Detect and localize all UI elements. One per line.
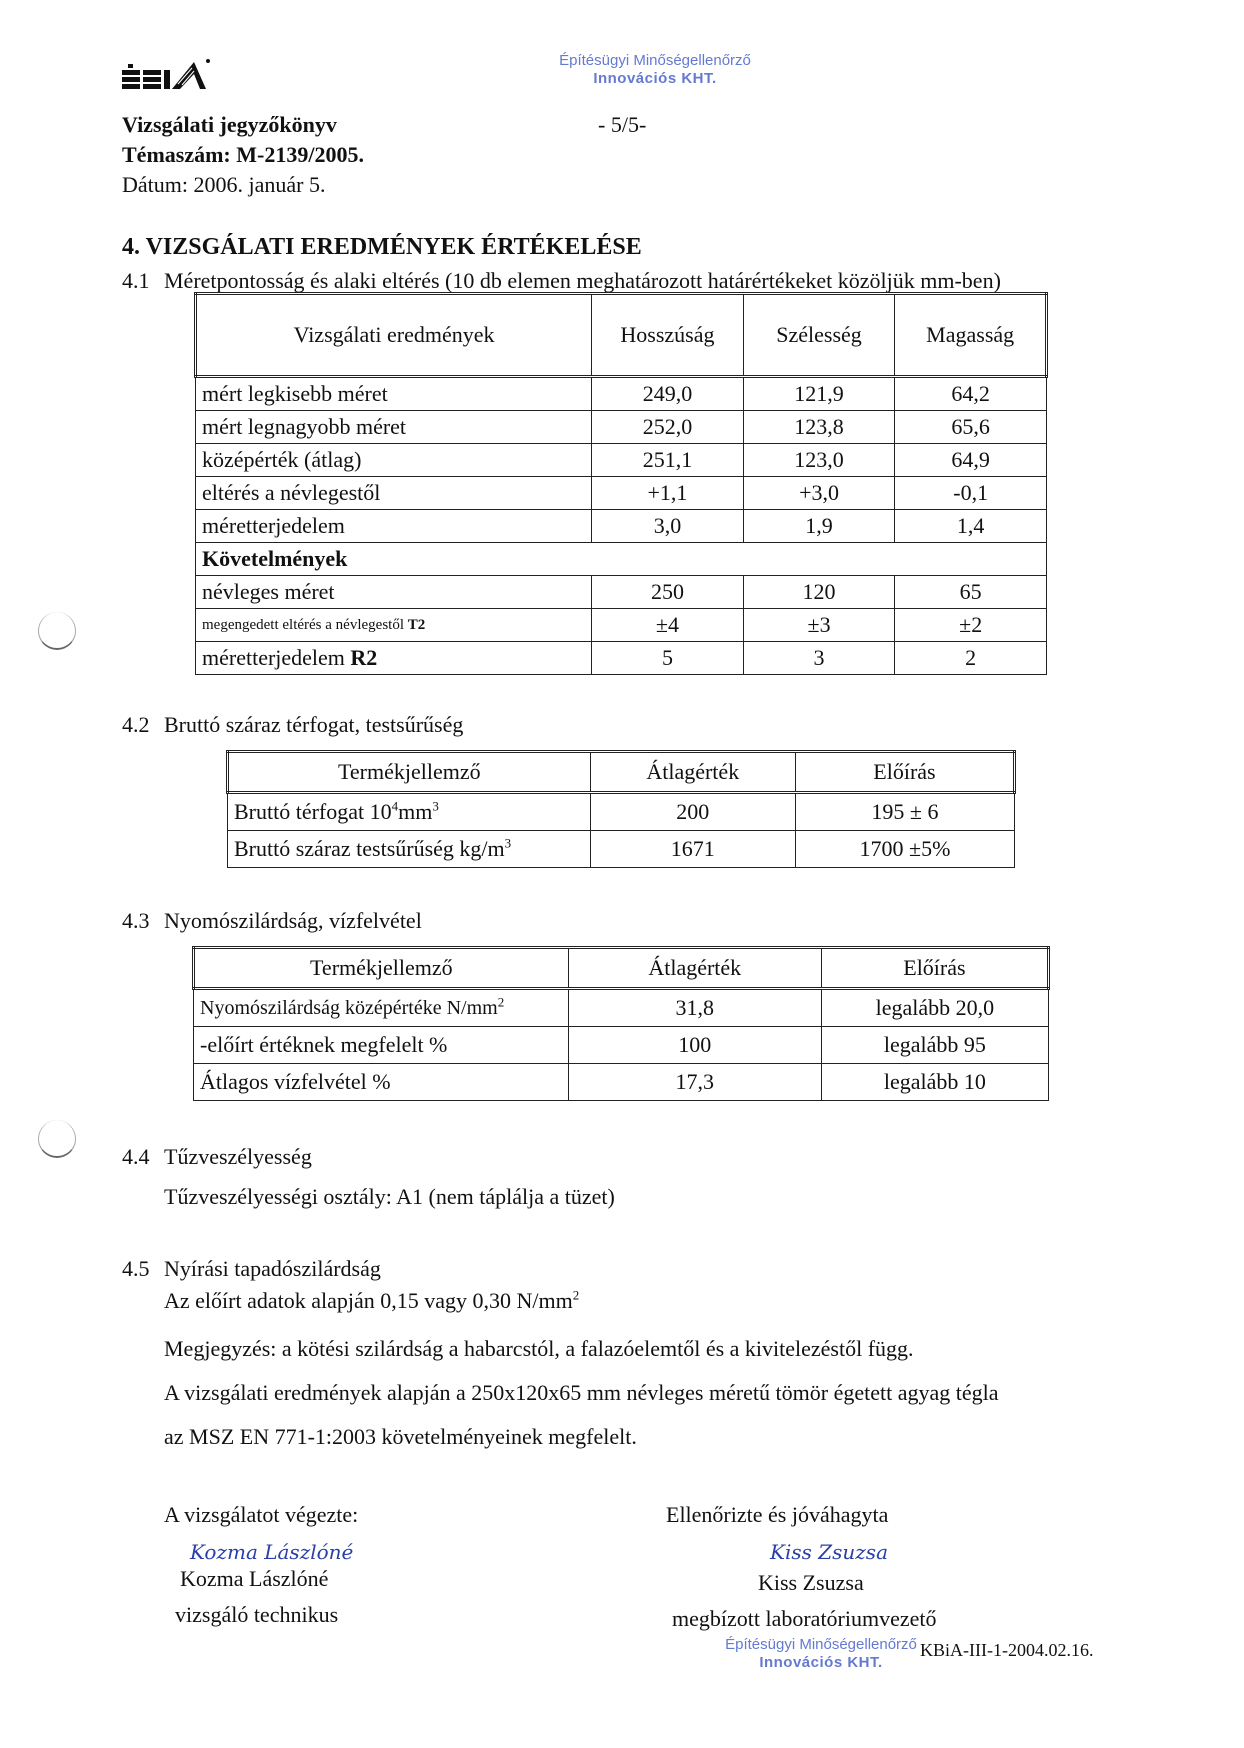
cell-value: 65: [895, 576, 1047, 609]
cell-value: ±2: [895, 609, 1047, 642]
row-label: [196, 642, 592, 675]
note-text: Megjegyzés: a kötési szilárdság a habarcstól, a falazóelemtől és a kivitelezéstől függ.: [164, 1336, 914, 1361]
table-row: [196, 411, 1047, 444]
cell-value: ±4: [592, 609, 744, 642]
volume-density-table: [226, 750, 1016, 868]
specification-value: legalább 10: [821, 1064, 1048, 1101]
row-label: [228, 831, 591, 868]
section-number: 4.4: [122, 1144, 150, 1169]
average-value: 1671: [590, 831, 795, 868]
column-header: Átlagérték: [568, 948, 821, 989]
page-number: - 5/5-: [598, 112, 647, 137]
table-row: [194, 989, 1049, 1027]
performed-by-caption: A vizsgálatot végezte:: [164, 1502, 359, 1527]
stamp-line-1: Építésügyi Minőségellenőrző: [725, 1636, 917, 1653]
cell-value: 251,1: [592, 444, 744, 477]
section-4-title: 4. VIZSGÁLATI EREDMÉNYEK ÉRTÉKELÉSE: [122, 234, 642, 260]
section-number: 4.3: [122, 908, 150, 933]
section-4-4-heading: [122, 1144, 312, 1170]
signature-kiss: Kiss Zsuzsa: [770, 1540, 888, 1564]
row-label: -előírt értéknek megfelelt %: [194, 1027, 569, 1064]
row-label-text: Bruttó száraz testsűrűség kg/m: [234, 836, 505, 861]
column-header: Hosszúság: [592, 294, 744, 377]
row-label-text: névleges méret: [202, 579, 335, 604]
cell-value: +3,0: [743, 477, 895, 510]
strength-absorption-table: [192, 946, 1050, 1101]
table-row: [196, 377, 1047, 411]
table-header-row: [194, 948, 1049, 989]
row-label: Átlagos vízfelvétel %: [194, 1064, 569, 1101]
table-row: [196, 576, 1047, 609]
row-label: eltérés a névlegestől: [196, 477, 592, 510]
column-header: Szélesség: [743, 294, 895, 377]
cell-value: 1,9: [743, 510, 895, 543]
punch-hole-mark: [38, 1120, 76, 1158]
requirements-section-row: [196, 543, 1047, 576]
shear-strength-text: [164, 1288, 579, 1314]
table-header-row: [196, 294, 1047, 377]
cell-value: 64,9: [895, 444, 1047, 477]
row-label-text: méretterjedelem: [202, 645, 351, 670]
column-header: Előírás: [795, 752, 1014, 793]
cell-value: -0,1: [895, 477, 1047, 510]
row-label: [196, 609, 592, 642]
table-row: [196, 477, 1047, 510]
institution-stamp-footer: [706, 1636, 936, 1672]
column-header: Magasság: [895, 294, 1047, 377]
stamp-line-1: Építésügyi Minőségellenőrző: [559, 52, 751, 69]
cell-value: +1,1: [592, 477, 744, 510]
section-4-3-heading: [122, 908, 422, 934]
row-label: [194, 989, 569, 1027]
column-header: Termékjellemző: [228, 752, 591, 793]
form-code: KBiA-III-1-2004.02.16.: [920, 1640, 1094, 1660]
average-value: 31,8: [568, 989, 821, 1027]
row-label: [228, 793, 591, 831]
approved-by-caption: Ellenőrizte és jóváhagyta: [666, 1502, 889, 1527]
punch-hole-mark: [38, 612, 76, 650]
institution-stamp: [540, 52, 770, 88]
column-header: Termékjellemző: [194, 948, 569, 989]
row-label-text: Bruttó térfogat 10: [234, 799, 392, 824]
table-row: [194, 1064, 1049, 1101]
emi-logo-icon: [122, 58, 212, 90]
class-code: R2: [350, 645, 378, 670]
row-label-text: Nyomószilárdság középértéke N/mm: [200, 996, 498, 1019]
superscript: 2: [497, 993, 505, 1009]
signer-role-right: megbízott laboratóriumvezető: [672, 1606, 937, 1631]
signer-name-right: Kiss Zsuzsa: [758, 1570, 864, 1595]
superscript: 4: [391, 798, 399, 814]
table-header-row: [228, 752, 1015, 793]
topic-number: Témaszám: M-2139/2005.: [122, 142, 364, 167]
section-title: Nyomószilárdság, vízfelvétel: [164, 908, 422, 933]
superscript: 2: [572, 1287, 580, 1303]
fire-class-text: Tűzveszélyességi osztály: A1 (nem táplálja a tüzet): [164, 1184, 615, 1209]
specification-value: 195 ± 6: [795, 793, 1014, 831]
section-4-5-heading: [122, 1256, 381, 1282]
section-title: Méretpontosság és alaki eltérés (10 db elemen meghatározott határértékeket közöljük mm-ben): [164, 268, 1001, 293]
cell-value: 65,6: [895, 411, 1047, 444]
table-row: [196, 642, 1047, 675]
signer-role-left: vizsgáló technikus: [175, 1602, 339, 1627]
column-header: Vizsgálati eredmények: [196, 294, 592, 377]
section-4-1-heading: [122, 268, 1001, 294]
cell-value: ±3: [743, 609, 895, 642]
specification-value: legalább 20,0: [821, 989, 1048, 1027]
column-header: Előírás: [821, 948, 1048, 989]
dimension-table: [194, 292, 1048, 675]
table-row: [228, 793, 1015, 831]
average-value: 17,3: [568, 1064, 821, 1101]
stamp-line-2: Innovációs KHT.: [593, 70, 717, 87]
cell-value: 64,2: [895, 377, 1047, 411]
table-row: [196, 444, 1047, 477]
conclusion-line-1: A vizsgálati eredmények alapján a 250x120x65 mm névleges méretű tömör égetett agyag tégla: [164, 1380, 999, 1405]
section-title: Tűzveszélyesség: [164, 1144, 312, 1169]
table-row: [196, 609, 1047, 642]
average-value: 100: [568, 1027, 821, 1064]
row-label: mért legkisebb méret: [196, 377, 592, 411]
superscript: 3: [504, 835, 512, 851]
section-4-2-heading: [122, 712, 463, 738]
cell-value: 5: [592, 642, 744, 675]
section-number: 4.1: [122, 268, 150, 293]
specification-value: legalább 95: [821, 1027, 1048, 1064]
cell-value: 120: [743, 576, 895, 609]
document-date: Dátum: 2006. január 5.: [122, 172, 326, 197]
column-header: Átlagérték: [590, 752, 795, 793]
cell-value: 252,0: [592, 411, 744, 444]
table-row: [196, 510, 1047, 543]
document-title: Vizsgálati jegyzőkönyv: [122, 112, 337, 137]
signature-kozma: Kozma Lászlóné: [190, 1540, 354, 1564]
shear-text: Az előírt adatok alapján 0,15 vagy 0,30 N/mm: [164, 1288, 573, 1313]
cell-value: 2: [895, 642, 1047, 675]
row-label-text: megengedett eltérés a névlegestől: [202, 616, 408, 633]
cell-value: 123,8: [743, 411, 895, 444]
cell-value: 123,0: [743, 444, 895, 477]
section-title: Bruttó száraz térfogat, testsűrűség: [164, 712, 464, 737]
superscript: 3: [432, 798, 439, 814]
row-label: méretterjedelem: [196, 510, 592, 543]
unit-text: mm: [398, 799, 433, 824]
class-code: T2: [407, 616, 426, 633]
row-label: [196, 576, 592, 609]
stamp-line-2: Innovációs KHT.: [759, 1654, 883, 1671]
cell-value: 3,0: [592, 510, 744, 543]
cell-value: 121,9: [743, 377, 895, 411]
row-label: középérték (átlag): [196, 444, 592, 477]
section-title: Nyírási tapadószilárdság: [164, 1256, 381, 1281]
cell-value: 249,0: [592, 377, 744, 411]
table-row: [228, 831, 1015, 868]
cell-value: 250: [592, 576, 744, 609]
signer-name-left: Kozma Lászlóné: [180, 1566, 329, 1591]
cell-value: 3: [743, 642, 895, 675]
specification-value: 1700 ±5%: [795, 831, 1014, 868]
cell-value: 1,4: [895, 510, 1047, 543]
section-number: 4.5: [122, 1256, 150, 1281]
table-row: [194, 1027, 1049, 1064]
requirements-label: Követelmények: [196, 543, 1047, 576]
section-number: 4.2: [122, 712, 150, 737]
average-value: 200: [590, 793, 795, 831]
conclusion-line-2: az MSZ EN 771-1:2003 követelményeinek megfelelt.: [164, 1424, 637, 1449]
row-label: mért legnagyobb méret: [196, 411, 592, 444]
